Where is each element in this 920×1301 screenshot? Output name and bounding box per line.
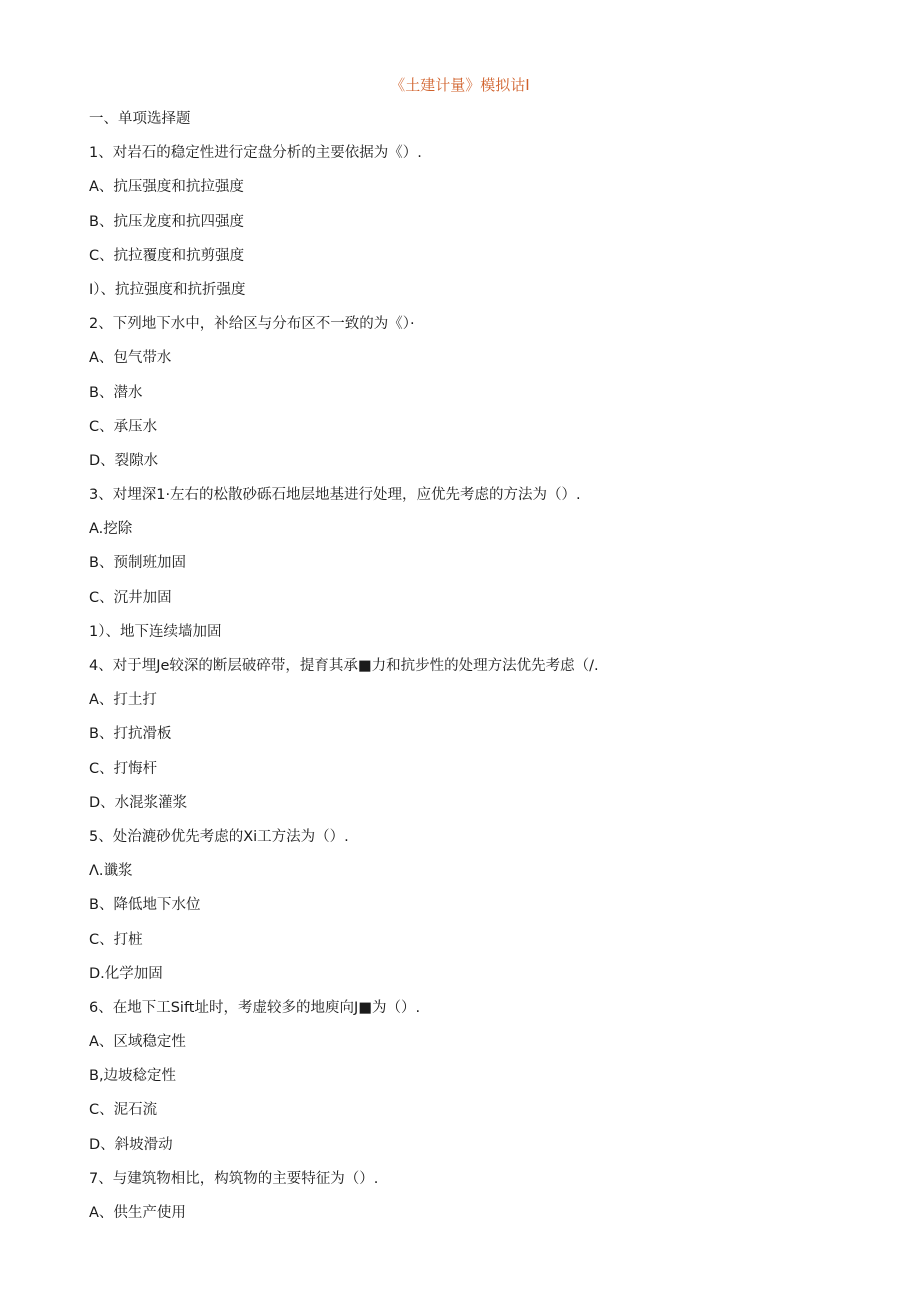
option-3c: C、沉井加固	[89, 589, 172, 606]
option-2a: A、包气带水	[89, 350, 172, 367]
document-title: 《土建计量》模拟诂I	[390, 76, 530, 94]
question-2: 2、下列地下水中，补给区与分布区不一致的为《）·	[89, 316, 415, 333]
question-1: 1、对岩石的稳定性进行定盘分析的主要依据为《）.	[89, 145, 422, 162]
option-5c: C、打桩	[89, 931, 143, 948]
option-4c: C、打悔杆	[89, 760, 158, 777]
option-6b: B,边坡稔定性	[89, 1068, 177, 1085]
option-2d: D、裂隙水	[89, 452, 159, 469]
option-2c: C、承压水	[89, 418, 158, 435]
option-3b: B、预制班加固	[89, 555, 186, 572]
option-4a: A、打土打	[89, 692, 157, 709]
question-list	[89, 108, 889, 1236]
option-6d: D、斜坡滑动	[89, 1136, 173, 1153]
option-6a: A、区域稳定性	[89, 1034, 186, 1051]
question-6: 6、在地下工Sift址时，考虚较多的地庾向J■为（）.	[89, 999, 421, 1016]
option-1d: I）、抗拉强度和抗折强度	[89, 281, 246, 298]
option-5d: D.化学加固	[89, 965, 163, 982]
option-6c: C、泥石流	[89, 1102, 158, 1119]
question-3: 3、对埋深1·左右的松散砂砾石地层地基进行处理，应优先考虑的方法为（）.	[89, 487, 581, 504]
option-3d: 1）、地下连续墙加固	[89, 623, 222, 640]
question-7: 7、与建筑物相比，构筑物的主要特征为（）.	[89, 1170, 379, 1187]
option-1b: B、抗压龙度和抗四强度	[89, 213, 244, 230]
option-1c: C、抗拉覆度和抗剪强度	[89, 247, 245, 264]
option-1a: A、抗压强度和抗拉强度	[89, 179, 244, 196]
option-5b: B、降低地下水位	[89, 897, 201, 914]
question-4: 4、对于埋Je较深的断层破碎带，提育其承■力和抗步性的处理方法优先考虑（/.	[89, 658, 599, 674]
option-4b: B、打抗滑板	[89, 726, 172, 743]
section-heading: 一、单项选择题	[89, 111, 191, 127]
option-5a: Λ.谶浆	[89, 863, 133, 880]
option-2b: B、潜水	[89, 384, 143, 401]
question-5: 5、处治漉砂优先考虑的Xi工方法为（）.	[89, 828, 349, 845]
option-3a: A.挖除	[89, 521, 133, 538]
option-7a: A、供生产使用	[89, 1205, 186, 1221]
option-4d: D、水混浆灌浆	[89, 794, 188, 811]
